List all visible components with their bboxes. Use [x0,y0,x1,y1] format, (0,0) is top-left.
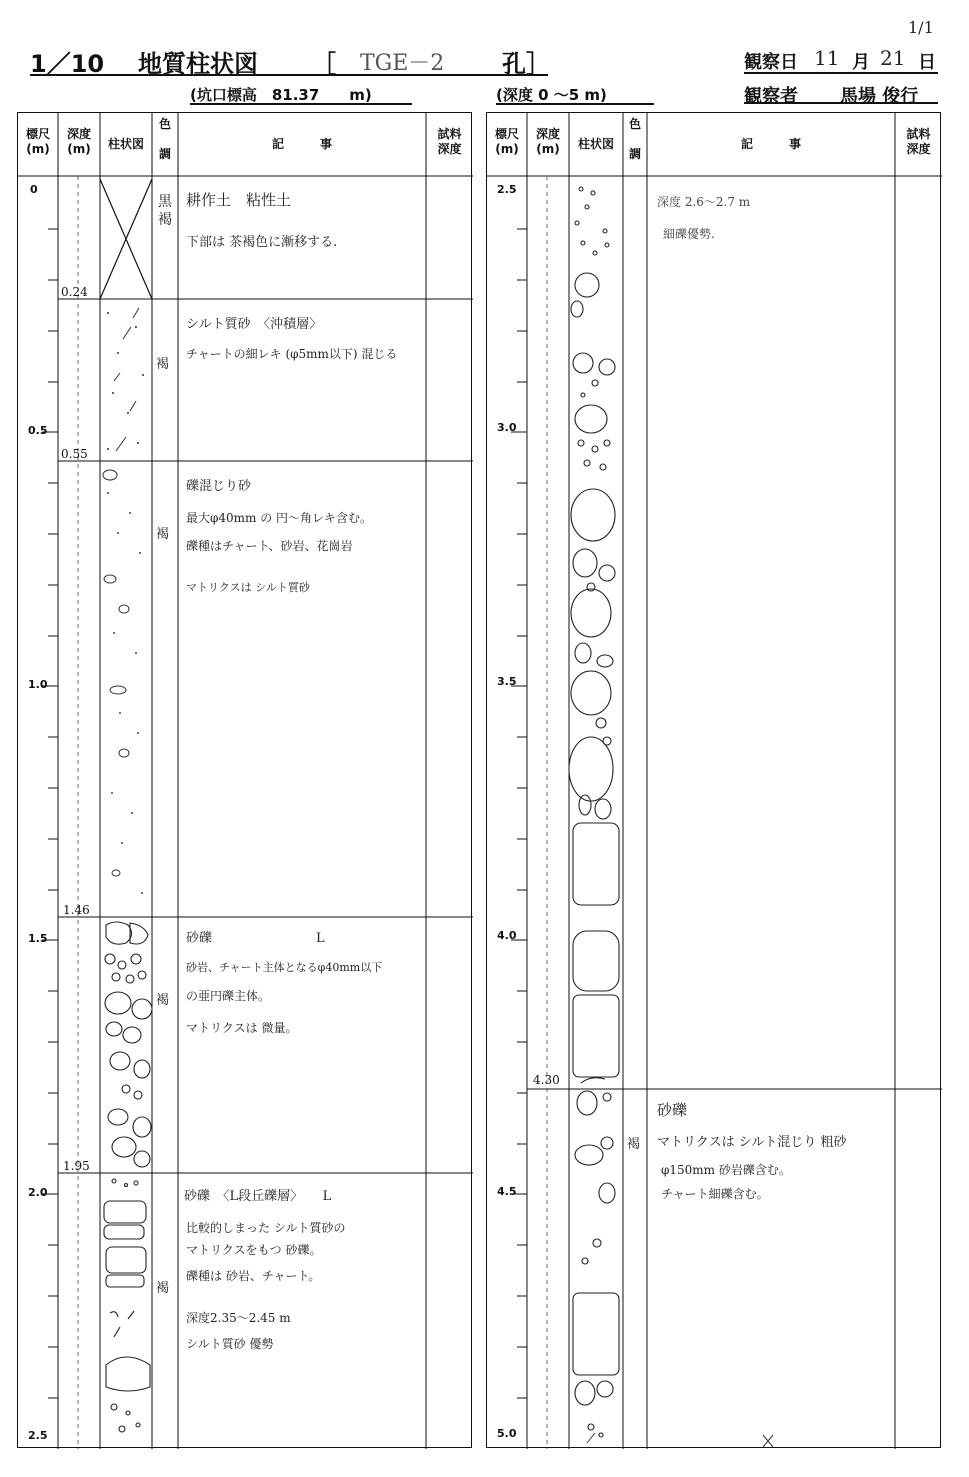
tick-label: 1.0 [28,678,48,691]
remark-line: 最大φ40mm の 円～角レキ含む。 [186,511,373,525]
header-color: 色 調 [158,117,171,161]
title-scale: 1／10 [30,50,105,78]
layer-color: 黒 褐 [158,194,172,228]
date-day: 21 [880,46,906,70]
boundary-depth: 1.46 [63,903,90,917]
remark-line: 耕作土 粘性土 [186,191,292,209]
header-remarks: 記 事 [740,137,801,151]
remark-line: 砂礫 L [186,931,325,946]
collar-elevation: (坑口標高 81.37 m) [190,86,372,104]
remark-line: 深度2.35～2.45 m [186,1311,291,1325]
remark-line: 砂礫 〈L段丘礫層〉 L [184,1189,332,1204]
tick-label: 2.0 [28,1186,48,1199]
boundary-depth: 0.55 [61,447,88,461]
tick-label: 3.0 [497,421,517,434]
observer-label: 観察者 [744,86,798,107]
tick-label: 2.5 [497,183,517,196]
remark-line: マトリクスは 微量。 [186,1021,298,1035]
silty-sand-pattern [107,308,144,451]
right-grid [487,113,942,1449]
depth-range-underline [496,103,654,105]
remark-line: シルト質砂 優勢 [186,1337,274,1351]
remark-line: 比較的しまった シルト質砂の [186,1221,346,1235]
header-column: 柱状図 [577,137,614,151]
layer-color: 褐 [156,527,170,542]
header-depth: 深度 (m) [66,127,91,156]
tick-label: 1.5 [28,932,48,945]
remark-line: チャート細礫含む。 [661,1187,769,1201]
remark-line: 下部は 茶褐色に漸移する. [186,235,338,250]
depth-range: (深度 0 ～5 m) [496,86,607,104]
log-panel-right [486,112,941,1448]
sandy-gravel-pattern-1 [105,922,152,1167]
remark-line: 深度 2.6～2.7 m [657,195,751,209]
observer-name: 馬場 俊行 [840,86,919,107]
tick-label: 0.5 [28,424,48,437]
title-name: 地質柱状図 [138,50,258,78]
header-remarks: 記 事 [271,137,332,151]
date-month-unit: 月 [852,52,870,73]
remark-line: 砂礫 [657,1101,688,1119]
remark-line: 細礫優勢. [663,227,715,241]
observer-underline [744,102,938,104]
remark-line: φ150mm 砂岩礫含む。 [661,1163,791,1177]
remark-line: マトリクスは シルト質砂 [186,581,310,594]
hole-id: TGE－2 [360,51,445,76]
layer-color: 褐 [627,1137,641,1152]
remark-line: チャートの細レキ (φ5mm以下) 混じる [186,347,398,361]
date-label: 観察日 [744,52,798,73]
date-underline [744,72,938,74]
page-number: 1/1 [908,18,934,37]
title-hole-suffix: 孔］ [502,50,550,78]
tick-label: 4.0 [497,929,517,942]
layer-color: 褐 [156,357,170,372]
gravelly-sand-pattern [103,470,129,876]
tick-label: 0 [30,183,38,196]
header-column: 柱状図 [107,137,144,151]
tick-label: 5.0 [497,1427,517,1440]
remark-line: シルト質砂 〈沖積層〉 [186,317,323,332]
tick-label: 4.5 [497,1185,517,1198]
topsoil-pattern [100,179,152,299]
collar-underline [190,103,412,105]
layer-color: 褐 [156,993,170,1008]
sandy-gravel-pattern-3 [569,187,619,1437]
remark-line: の亜円礫主体。 [186,989,271,1003]
header-color: 色 調 [628,117,641,161]
title-underline [30,74,548,76]
boundary-depth: 0.24 [61,285,88,299]
remark-line: マトリクスをもつ 砂礫。 [186,1243,322,1257]
remark-line: 礫混じり砂 [186,479,252,494]
remark-line: 礫種は 砂岩、チャート。 [186,1269,321,1283]
header-sample: 試料 深度 [906,127,931,156]
header-scale: 標尺 (m) [494,127,519,156]
title-bracket-open: ［ [312,50,336,78]
sandy-gravel-pattern-2 [104,1179,150,1432]
boundary-depth: 4.30 [533,1073,560,1087]
tick-label: 3.5 [497,675,517,688]
header-depth: 深度 (m) [535,127,560,156]
header-scale: 標尺 (m) [25,127,50,156]
date-month: 11 [814,46,840,70]
remark-line: 砂岩、チャート主体となるφ40mm以下 [186,961,383,974]
boundary-depth: 1.95 [63,1159,90,1173]
date-day-unit: 日 [918,52,936,73]
tick-label: 2.5 [28,1429,48,1442]
layer-color: 褐 [156,1281,170,1296]
remark-line: マトリクスは シルト混じり 粗砂 [657,1135,847,1150]
remark-line: 礫種はチャート、砂岩、花崗岩 [186,539,353,553]
log-panel-left [17,112,472,1448]
header-sample: 試料 深度 [437,127,462,156]
